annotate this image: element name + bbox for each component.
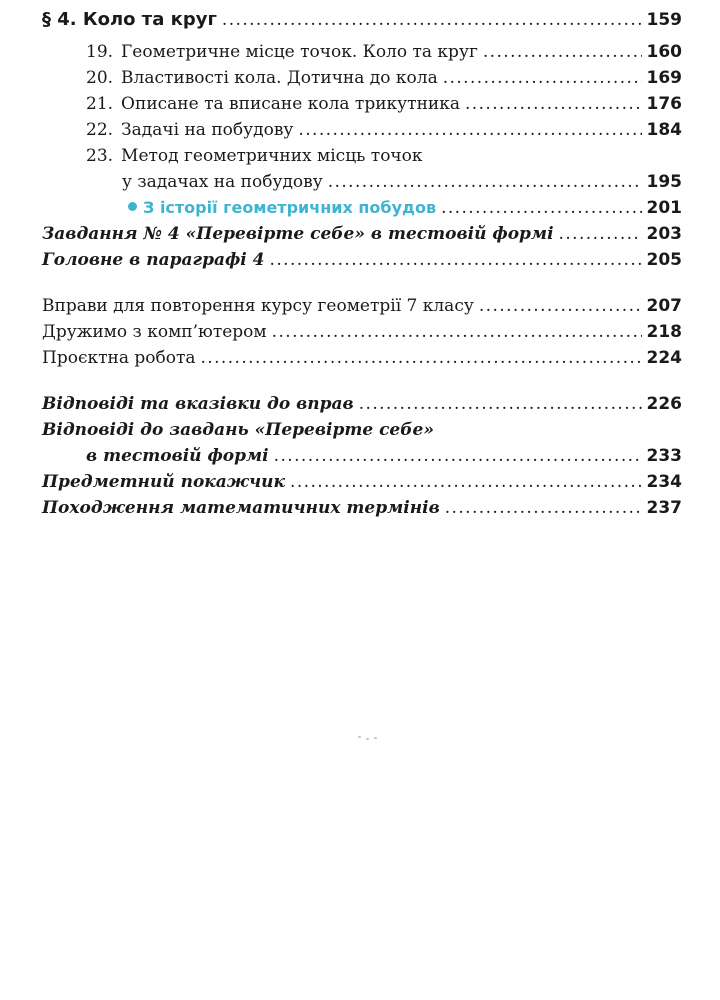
toc-task-4[interactable] [42,222,682,246]
toc-item-21[interactable] [86,92,682,116]
page-number: 233 [646,446,682,466]
toc-item-22[interactable] [86,118,682,142]
item-label: Метод геометричних місць точок [121,146,423,166]
page-number: 160 [646,42,682,62]
item-label: Геометричне місце точок. Коло та круг [121,42,478,62]
dot-leader [441,196,641,220]
page-number: 218 [646,322,682,342]
toc-test-answers-second-line[interactable] [86,444,682,468]
page-number: 205 [646,250,682,270]
back-label: Відповіді до завдань «Перевірте себе» [42,420,434,440]
extra-label: Вправи для повторення курсу геометрії 7 класу [42,296,474,316]
scan-speck [374,737,377,739]
page-number: 237 [646,498,682,518]
toc-history[interactable] [128,196,682,220]
item-number: 23. [86,146,114,166]
page-number: 184 [646,120,682,140]
dot-leader [298,118,641,142]
history-label-wrap [128,196,436,220]
toc-item-23-second-line[interactable] [122,170,682,194]
toc-index[interactable] [42,470,682,494]
toc-section-4[interactable] [42,8,682,32]
dot-leader [359,392,642,416]
back-label: Походження математичних термінів [42,498,440,518]
dot-leader [559,222,642,246]
item-label: Властивості кола. Дотична до кола [121,68,438,88]
toc-terms-origin[interactable] [42,496,682,520]
toc-project[interactable] [42,346,682,370]
extra-label: Дружимо з комп’ютером [42,322,267,342]
page-number: 195 [646,172,682,192]
dot-leader [272,320,642,344]
dot-leader [483,40,642,64]
dot-leader [445,496,642,520]
dot-leader [465,92,642,116]
dot-leader [479,294,642,318]
extra-label: Проєктна робота [42,348,196,368]
page-number: 224 [646,348,682,368]
dot-leader [328,170,642,194]
scan-speck [358,736,361,738]
item-number: 22. [86,120,114,140]
item-label: Задачі на побудову [121,120,294,140]
toc-item-19[interactable] [86,40,682,64]
page-number: 176 [646,94,682,114]
scan-speck [366,738,369,740]
back-label: Предметний покажчик [42,472,286,492]
back-label: Відповіді та вказівки до вправ [42,394,354,414]
page-number: 203 [646,224,682,244]
item-number: 21. [86,94,114,114]
toc-computer[interactable] [42,320,682,344]
toc-item-20[interactable] [86,66,682,90]
dot-leader [201,346,642,370]
section-title: § 4. Коло та круг [42,9,217,30]
item-label-continued: у задачах на побудову [122,172,323,192]
toc-test-answers-first-line[interactable] [42,418,434,442]
page-number: 159 [646,10,682,30]
page-number: 226 [646,394,682,414]
back-label-continued: в тестовій формі [86,446,269,466]
dot-leader [290,470,641,494]
history-label: З історії геометричних побудов [143,198,437,217]
bullet-icon [128,202,137,211]
dot-leader [274,444,642,468]
toc-summary[interactable] [42,248,682,272]
dot-leader [222,8,642,32]
dot-leader [270,248,642,272]
page-number: 201 [646,198,682,218]
page-number: 207 [646,296,682,316]
page-number: 234 [646,472,682,492]
toc-review-exercises[interactable] [42,294,682,318]
dot-leader [443,66,642,90]
item-number: 20. [86,68,114,88]
toc-item-23-first-line[interactable] [86,144,423,168]
item-label: Описане та вписане кола трикутника [121,94,460,114]
item-number: 19. [86,42,114,62]
page-number: 169 [646,68,682,88]
task-label: Завдання № 4 «Перевірте себе» в тестовій формі [42,224,554,244]
summary-label: Головне в параграфі 4 [42,250,265,270]
toc-answers[interactable] [42,392,682,416]
